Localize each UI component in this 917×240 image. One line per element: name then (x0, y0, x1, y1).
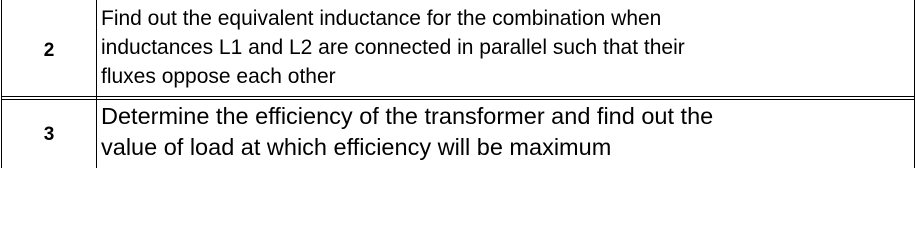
question-number: 3 (43, 124, 55, 145)
question-text-line: Determine the efficiency of the transformer and find out the (101, 103, 714, 129)
question-number: 2 (43, 40, 55, 61)
question-text-line: value of load at which efficiency will be maximum (101, 134, 612, 160)
table-row (0, 0, 917, 96)
question-text-line: Find out the equivalent inductance for the combination when (101, 7, 662, 30)
question-text (101, 101, 911, 163)
question-text (101, 4, 911, 91)
question-text-line: inductances L1 and L2 are connected in parallel such that their (101, 36, 685, 59)
question-text-line: fluxes oppose each other (101, 65, 336, 88)
row-divider-top (1, 96, 915, 97)
table-row (0, 99, 917, 168)
